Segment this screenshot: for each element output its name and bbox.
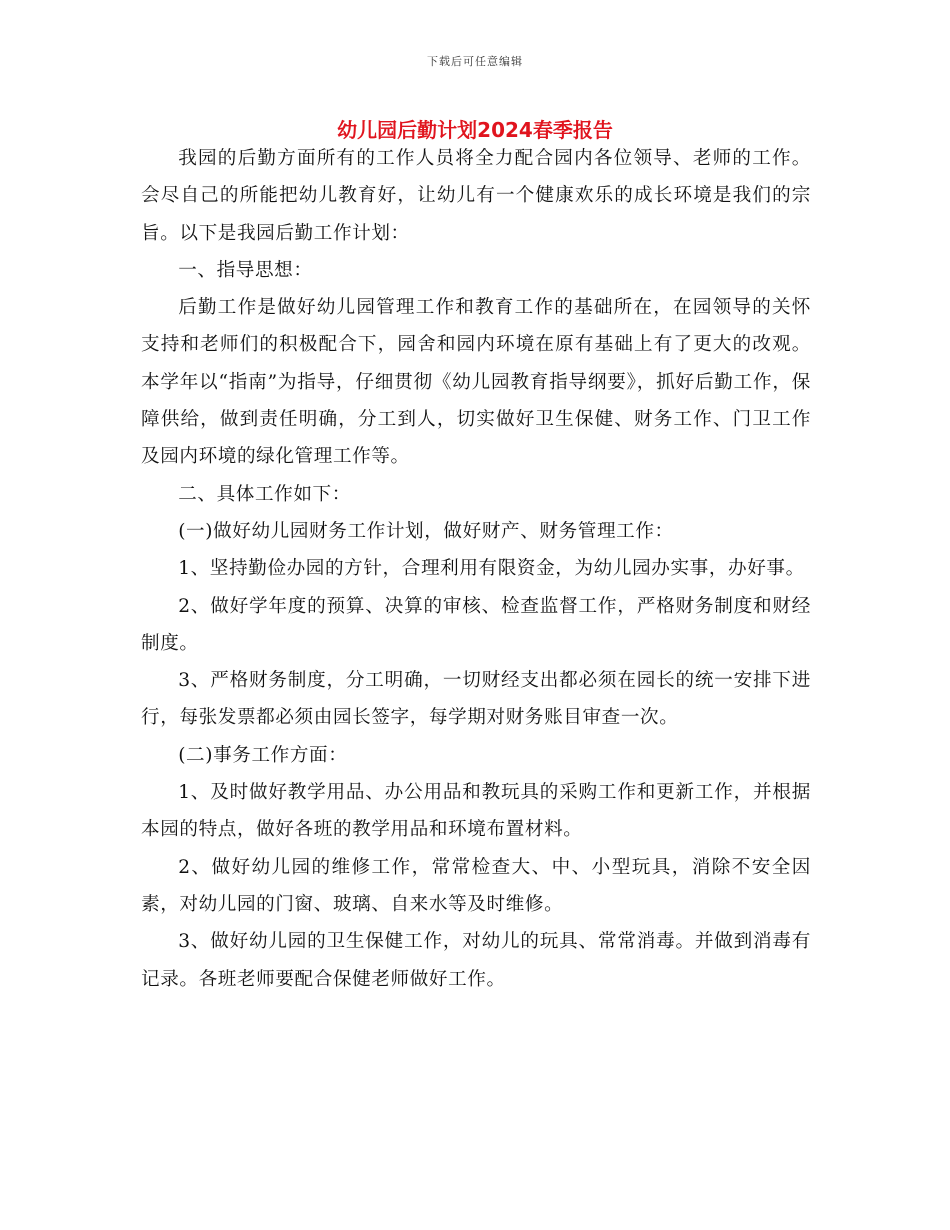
finance-item-2: 2、做好学年度的预算、决算的审核、检查监督工作，严格财务制度和财经制度。 (141, 595, 811, 654)
subheading-finance: (一)做好幼儿园财务工作计划，做好财产、财务管理工作： (178, 520, 674, 542)
document-body (141, 140, 811, 998)
heading-guiding-ideology: 一、指导思想： (178, 259, 313, 281)
finance-item-1: 1、坚持勤俭办园的方针，合理利用有限资金，为幼儿园办实事，办好事。 (178, 558, 805, 580)
document-title: 幼儿园后勤计划2024春季报告 (337, 118, 613, 142)
affairs-item-1: 1、及时做好教学用品、办公用品和教玩具的采购工作和更新工作，并根据本园的特点，做好各班的教学用品和环境布置材料。 (141, 782, 811, 841)
heading-specific-work: 二、具体工作如下： (178, 483, 351, 505)
subheading-affairs: (二)事务工作方面： (178, 744, 348, 766)
page-header-note: 下载后可任意编辑 (427, 55, 523, 68)
finance-item-3: 3、严格财务制度，分工明确，一切财经支出都必须在园长的统一安排下进行，每张发票都必须由园长签字，每学期对财务账目审查一次。 (141, 670, 811, 729)
paragraph-intro: 我园的后勤方面所有的工作人员将全力配合园内各位领导、老师的工作。会尽自己的所能把幼儿教育好，让幼儿有一个健康欢乐的成长环境是我们的宗旨。以下是我园后勤工作计划： (141, 148, 811, 244)
affairs-item-3: 3、做好幼儿园的卫生保健工作，对幼儿的玩具、常常消毒。并做到消毒有记录。各班老师要配合保健老师做好工作。 (141, 931, 811, 990)
paragraph-guiding-ideology: 后勤工作是做好幼儿园管理工作和教育工作的基础所在，在园领导的关怀支持和老师们的积极配合下，园舍和园内环境在原有基础上有了更大的改观。本学年以“指南”为指导，仔细贯彻《幼儿园教育指导纲要》，抓好后勤工作，保障供给，做到责任明确，分工到人，切实做好卫生保健、财务工作、门卫工作及园内环境的绿化管理工作等。 (141, 297, 811, 468)
affairs-item-2: 2、做好幼儿园的维修工作，常常检查大、中、小型玩具，消除不安全因素，对幼儿园的门窗、玻璃、自来水等及时维修。 (141, 856, 811, 915)
